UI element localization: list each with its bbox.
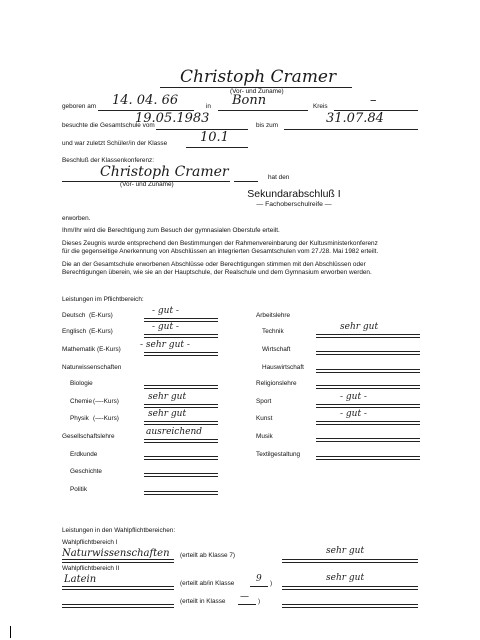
kreis-handwritten: –	[370, 93, 377, 108]
bis-label: bis zum	[256, 122, 279, 129]
klasse-handwritten: 10.1	[200, 130, 229, 145]
kurs-label: (—-Kurs)	[93, 398, 119, 405]
wp1-note: (erteilt ab Klasse 7)	[180, 552, 236, 559]
wp2-subject-handwritten: Latein	[64, 574, 97, 585]
subject-label: Biologie	[70, 380, 93, 387]
birth-place-handwritten: Bonn	[232, 93, 267, 108]
legal-para2-line1: Die an der Gesamtschule erworbenen Abschlüsse oder Berechtigungen stimmen mit den Abschlüssen oder	[62, 261, 366, 268]
subject-label: Kunst	[256, 415, 273, 422]
grade-line	[316, 404, 420, 408]
legal-para2-line2: Berechtigungen überein, wie sie an der Hauptschule, der Realschule und dem Gymnasium erworben werden.	[62, 269, 372, 276]
wp2-klasse-handwritten: 9	[256, 574, 262, 584]
grade-line	[316, 456, 420, 460]
grade-handwritten: - gut -	[152, 306, 179, 316]
wp3-grade-line	[282, 604, 418, 608]
grade-line	[144, 385, 218, 389]
kurs-label: (E-Kurs)	[89, 312, 113, 319]
subject-label: Mathematik	[62, 346, 96, 353]
subject-label: Chemie	[70, 398, 93, 405]
wahl-heading: Leistungen in den Wahlpflichtbereichen:	[62, 527, 176, 534]
subject-label: Gesellschaftslehre	[62, 433, 115, 440]
kurs-label: (E-Kurs)	[97, 346, 121, 353]
geboren-label: geboren am	[62, 103, 97, 110]
scan-mark	[10, 626, 11, 638]
klasse-line	[186, 147, 248, 148]
subject-label: Religionslehre	[256, 380, 297, 387]
wp3-klasse-handwritten: —	[240, 592, 249, 602]
subject-label: Deutsch	[62, 312, 86, 319]
subject-label: Sport	[256, 398, 272, 405]
beschluss-caption: (Vor- und Zuname)	[120, 181, 174, 188]
wp1-label: Wahlpflichtbereich I	[62, 539, 118, 546]
grade-line	[316, 351, 420, 355]
grade-line	[316, 334, 420, 338]
wp3-klasse-line	[238, 604, 256, 605]
subject-label: Naturwissenschaften	[62, 364, 122, 371]
wp3-note-b: )	[258, 598, 261, 605]
subject-label: Politik	[70, 486, 88, 493]
wp2-subject-line	[62, 586, 174, 590]
grade-line	[316, 369, 420, 373]
grade-line	[144, 439, 218, 443]
subject-label: Geschichte	[70, 468, 102, 475]
certificate-subtitle: — Fachoberschulreife —	[256, 201, 332, 208]
in-label: in	[206, 103, 211, 110]
beschluss-label: Beschluß der Klassenkonferenz:	[62, 157, 155, 164]
wp2-klasse-line	[250, 586, 268, 587]
kurs-label: (E-Kurs)	[89, 328, 113, 335]
wp2-grade-line	[282, 586, 418, 590]
pflicht-heading: Leistungen im Pflichtbereich:	[62, 296, 144, 303]
wp1-subject-line	[62, 559, 174, 563]
subject-label: Englisch	[62, 328, 87, 335]
wp3-subject-line	[62, 604, 174, 608]
wp1-subject-handwritten: Naturwissenschaften	[62, 548, 170, 559]
grade-line	[144, 491, 218, 495]
birth-place-line	[218, 110, 308, 111]
to-date-handwritten: 31.07.84	[326, 111, 384, 126]
besuchte-label: besuchte die Gesamtschule vom	[62, 122, 155, 129]
wp2-note-a: (erteilt ab/in Klasse	[180, 580, 235, 587]
wp2-grade-handwritten: sehr gut	[326, 573, 365, 583]
grade-handwritten: sehr gut	[340, 322, 379, 332]
subject-label: Arbeitslehre	[256, 312, 291, 319]
grade-handwritten: - gut -	[340, 392, 367, 402]
grade-handwritten: - gut -	[152, 322, 179, 332]
wp1-grade-line	[282, 559, 418, 563]
grade-handwritten: sehr gut	[148, 409, 187, 419]
grade-line	[316, 438, 420, 442]
kreis-label: Kreis	[313, 103, 328, 110]
berechtigung-text: Ihm/Ihr wird die Berechtigung zum Besuch der gymnasialen Oberstufe erteilt.	[62, 227, 280, 234]
subject-label: Wirtschaft	[262, 346, 291, 353]
student-name-handwritten: Christoph Cramer	[180, 67, 337, 87]
to-date-line	[284, 129, 418, 130]
legal-para1-line1: Dieses Zeugnis wurde entsprechend den Bestimmungen der Rahmenvereinbarung der Kultusministerkonferenz	[62, 240, 378, 247]
grade-line	[144, 352, 218, 356]
subject-label: Physik	[70, 415, 89, 422]
grade-line	[144, 473, 218, 477]
grade-line	[144, 334, 218, 338]
name-caption: (Vor- und Zuname)	[230, 88, 284, 95]
grade-line	[144, 456, 218, 460]
wp2-label: Wahlpflichtbereich II	[62, 565, 120, 572]
subject-label: Textilgestaltung	[256, 451, 301, 458]
subject-label: Technik	[262, 328, 284, 335]
grade-handwritten: - sehr gut -	[140, 340, 190, 350]
grade-line	[144, 421, 218, 425]
grade-line	[316, 421, 420, 425]
wp1-grade-handwritten: sehr gut	[326, 546, 365, 556]
subject-label: Musik	[256, 433, 273, 440]
subject-label: Hauswirtschaft	[262, 364, 304, 371]
hat-den-label: hat den	[268, 174, 290, 181]
erworben-text: erworben.	[62, 215, 91, 222]
beschluss-short-line	[234, 181, 258, 182]
legal-para1-line2: für die gegenseitige Anerkennung von Abschlüssen an integrierten Gesamtschulen vom 27./28. Mai 1982 erteilt.	[62, 248, 379, 255]
from-date-handwritten: 19.05.1983	[135, 111, 210, 126]
beschluss-name-handwritten: Christoph Cramer	[100, 164, 229, 180]
grade-line	[316, 385, 420, 389]
subject-label: Erdkunde	[70, 451, 98, 458]
birth-date-handwritten: 14. 04. 66	[112, 93, 179, 108]
grade-handwritten: ausreichend	[146, 427, 203, 437]
wp2-note-b: )	[270, 580, 273, 587]
wp3-note-a: (erteilt in Klasse	[180, 598, 226, 605]
certificate-title: Sekundarabschluß I	[247, 188, 341, 200]
grade-handwritten: sehr gut	[148, 392, 187, 402]
klasse-label: und war zuletzt Schüler/in der Klasse	[62, 140, 168, 147]
grade-handwritten: - gut -	[340, 409, 367, 419]
kurs-label: (—-Kurs)	[93, 415, 119, 422]
grade-line	[144, 404, 218, 408]
